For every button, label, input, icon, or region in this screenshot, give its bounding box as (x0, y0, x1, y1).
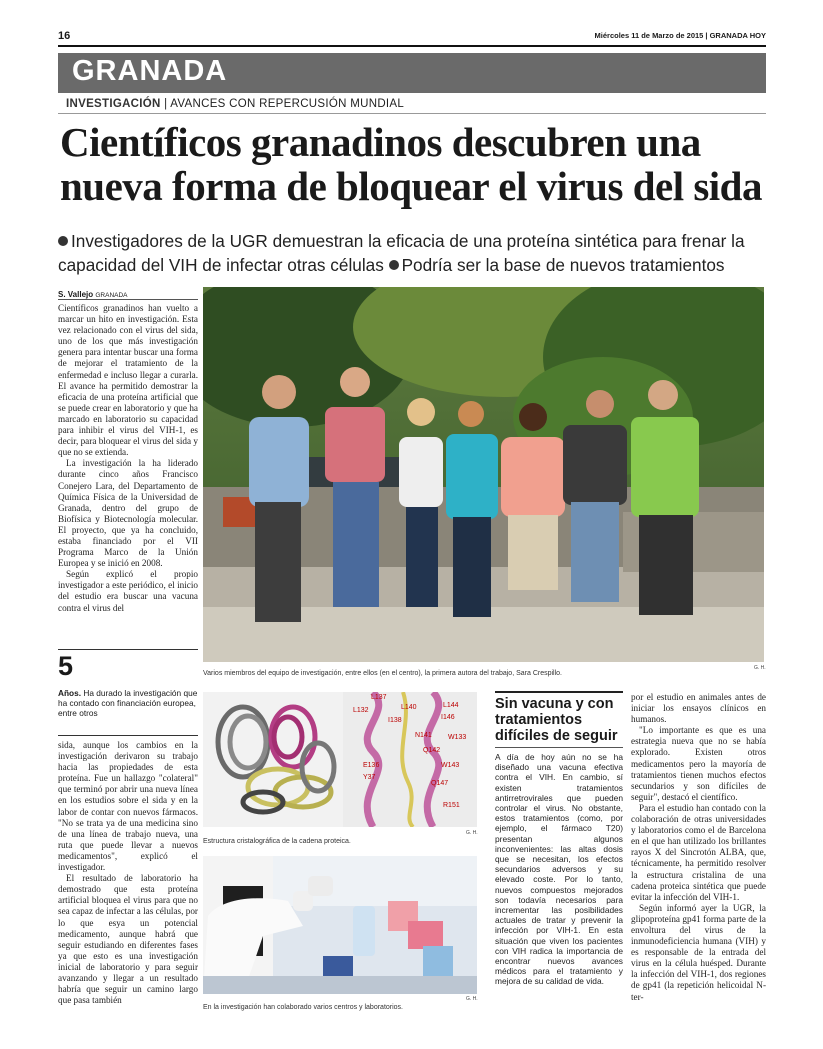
residue-label: Q147 (431, 780, 449, 787)
section-kicker (66, 98, 404, 110)
page-number: 16 (58, 30, 71, 42)
byline-author: S. Vallejo (58, 290, 94, 299)
paragraph: Según explicó el propio investigador a este periódico, el inicio del estudio era buscar una vacuna contra el virus del (58, 569, 198, 613)
sidebar-rule-bottom (495, 747, 623, 748)
article-column-1 (58, 303, 198, 645)
lab-photo-caption: En la investigación han colaborado varios centros y laboratorios. (203, 1004, 404, 1011)
team-photo-illustration (203, 287, 764, 662)
stat-description: Ha durado la investigación que ha contado con financiación europea, entre otros (58, 688, 198, 718)
residue-label: Y37 (363, 774, 376, 781)
protein-figure-caption: Estructura cristalográfica de la cadena proteica. (203, 838, 351, 845)
headline-line-1: Científicos granadinos descubren una (60, 119, 701, 165)
stat-rule-bottom (58, 735, 198, 736)
paragraph: "Lo importante es que es una estrategia nueva que no se había explorado. Existen otros medicamentos pero la mayoría de tratamientos tienen muchos efectos secundarios y son difíciles de seguir", destacó el científico. (631, 725, 766, 802)
residue-label: N141 (415, 732, 432, 739)
subhead-part-1: Investigadores de la UGR demuestran la eficacia de una proteína sintética para frenar la capacidad del VIH de infectar otras células (58, 231, 745, 275)
paragraph: La investigación la ha liderado durante cinco años Francisco Conejero Lara, del Departamento de Química Física de la Universidad de Granada, dentro del grupo de Biofísica y Biotecnología molecular. El proyecto, que ya ha concluido, estaba financiado por el VII Programa Marco de la Unión Europea y se inició en 2008. (58, 458, 198, 569)
kicker-subtopic: | AVANCES CON REPERCUSIÓN MUNDIAL (160, 98, 405, 110)
byline-place: GRANADA (95, 292, 128, 299)
residue-label: E136 (363, 762, 380, 769)
main-photo-credit: G. H. (754, 665, 766, 671)
sidebar-rule-top (495, 691, 623, 693)
residue-label: R151 (443, 802, 460, 809)
residue-label: L132 (353, 707, 369, 714)
paragraph: sida, aunque los cambios en la investigación derivaron su trabajo hacia las propiedades de esta proteína. Fue un hallazgo "colateral" que terminó por abrir una nueva línea en los estudios sobre el sida y en la labor de contar con nuevos fármacos. "No se trata ya de una medicina sino de una línea de trabajo nueva, una ruta que puede llevar a nuevos medicamentos", explicó el investigador. (58, 740, 198, 873)
sidebar-text: A día de hoy aún no se ha diseñado una vacuna efectiva contra el VIH. En cambio, sí existen tratamientos antirretrovirales que pueden controlar el virus. No obstante, estos tratamientos (como, por ejemplo, el fármaco T20) presentan algunos inconvenientes: las altas dosis que se necesitan, los efectos secundarios adversos y su elevado coste. Por lo tanto, nuevos compuestos mejorados son todavía necesarios para incrementar las posibilidades actuales de tratar y prevenir la infección por VIH-1. En esta situación que viven los pacientes con VIH radica la importancia de encontrar nuevos avances médicos para el tratamiento y mejora de su calidad de vida. (495, 752, 623, 987)
byline-rule (58, 299, 198, 300)
article-column-1-continued (58, 740, 198, 1015)
residue-label: L144 (443, 702, 459, 709)
paragraph: Para el estudio han contado con la colaboración de otras universidades y laboratorios como el de Barcelona en el que han utilizado los brillantes rayos X del Sincrotón ALBA, que, técnicamente, ha permitido resolver la estructura cristalina de una cadena proteica sintética que puede evitar la infección del VIH-1. (631, 802, 766, 902)
article-column-4 (631, 692, 766, 1016)
subhead (58, 229, 770, 277)
bullet-icon (58, 236, 68, 246)
lab-photo-illustration (203, 856, 477, 994)
paragraph: Según informó ayer la UGR, la glipoproteína gp41 forma parte de la envoltura del virus de la inmunodeficiencia humana (VIH) y es responsable de la entrada del virus en la célula huésped. Durante la infección del VIH-1, dos regiones de gp41 (la repetición helicoidal N-ter- (631, 902, 766, 1002)
paragraph: El resultado de laboratorio ha demostrado que esta proteína artificial bloquea el virus para que no sea capaz de infectar a las células, por lo que esya un potencial medicamento, aunque habrá que seguir estudiando en diferentes fases ya que esto es una investigación inicial de laboratorio y para seguir avanzando y llegar a un resultado habría que seguir un camino largo que pasa también (58, 873, 198, 1006)
headline (60, 120, 772, 208)
residue-label: W143 (441, 762, 460, 769)
protein-structure-figure (203, 692, 477, 827)
main-photo-caption: Varios miembros del equipo de investigación, entre ellos (en el centro), la primera autora del trabajo, Sara Crespillo. (203, 670, 562, 677)
byline (58, 290, 128, 299)
header-rule (58, 45, 766, 47)
main-photo (203, 287, 764, 662)
residue-label: L140 (401, 704, 417, 711)
paragraph: por el estudio en animales antes de iniciar los ensayos clínicos en humanos. (631, 692, 766, 725)
stat-number: 5 (58, 651, 74, 681)
paragraph: Científicos granadinos han vuelto a marcar un hito en investigación. Esta vez relacionado con el virus del sida, uno de los que más investigación genera para intentar buscar una forma de mejorar el tratamiento de la enfermedad e incluso llegar a curarla. El avance ha permitido demostrar la eficacia de una proteína artificial que se puede crear en laboratorio y que ha marcado en laboratorio su capacidad para inhibir el virus del VIH-1, es decir, para bloquear el virus del sida y que no se extienda. (58, 303, 198, 458)
stat-label: Años. (58, 688, 82, 698)
residue-label: W133 (448, 734, 467, 741)
lab-photo-credit: G. H. (466, 996, 478, 1002)
protein-figure-credit: G. H. (466, 830, 478, 836)
subhead-part-2: Podría ser la base de nuevos tratamientos (401, 255, 725, 275)
bullet-icon (389, 260, 399, 270)
residue-label: L137 (371, 694, 387, 701)
kicker-rule (58, 113, 766, 114)
residue-label: Q142 (423, 747, 441, 754)
sidebar-title: Sin vacuna y con tratamientos difíciles de seguir (495, 696, 618, 744)
page-header (58, 30, 766, 44)
stat-rule-top (58, 649, 198, 650)
dateline: Miércoles 11 de Marzo de 2015 | GRANADA HOY (594, 31, 766, 40)
residue-label: I138 (388, 717, 402, 724)
residue-labels (203, 692, 477, 827)
residue-label: I146 (441, 714, 455, 721)
stat-text (58, 688, 198, 718)
section-title: GRANADA (72, 55, 228, 87)
headline-line-2: nueva forma de bloquear el virus del sida (60, 163, 762, 209)
kicker-topic: INVESTIGACIÓN (66, 98, 161, 110)
lab-photo (203, 856, 477, 994)
